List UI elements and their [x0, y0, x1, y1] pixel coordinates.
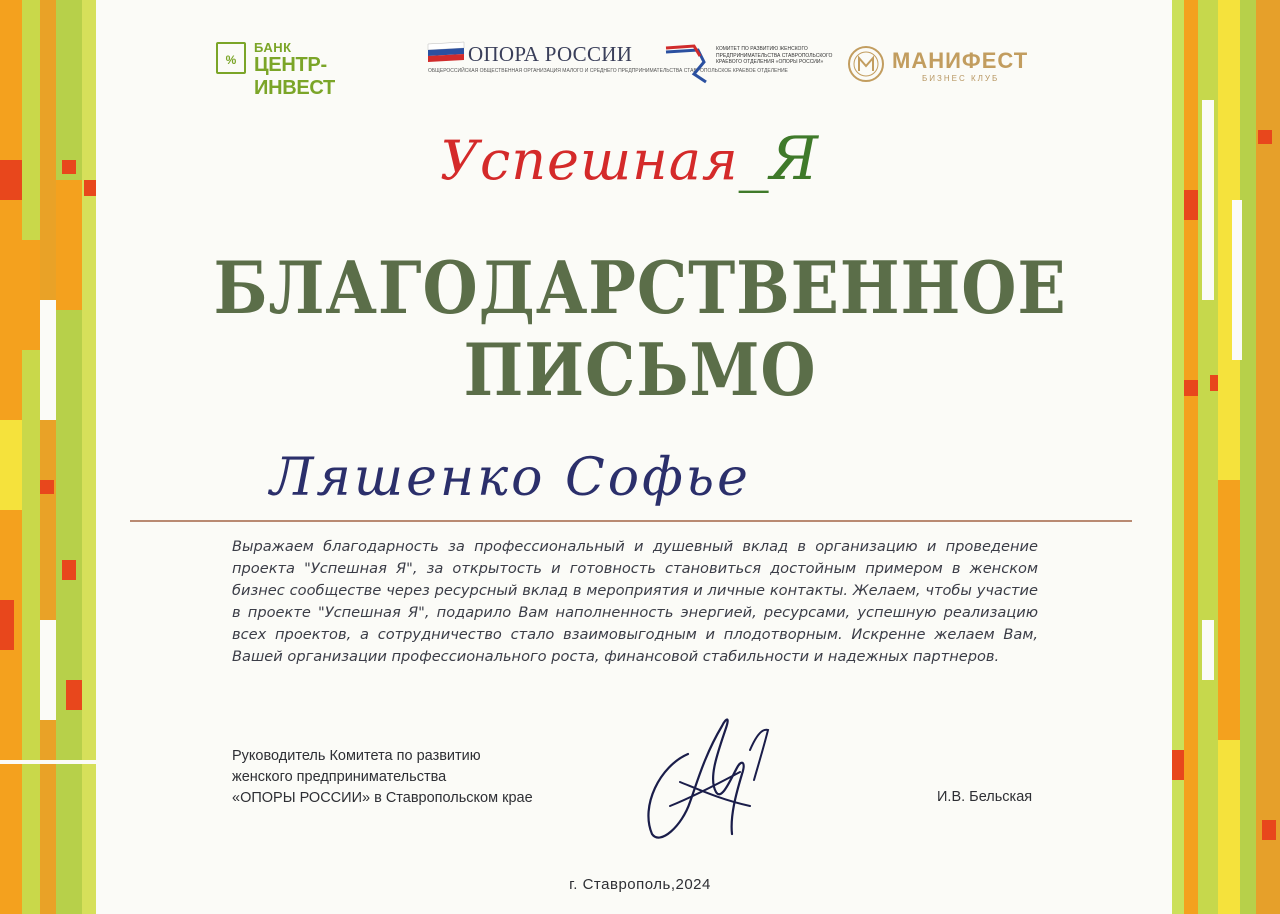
place-and-date: г. Ставрополь,2024 — [569, 876, 711, 893]
bank-center-invest-logo — [216, 36, 406, 99]
recipient-name: Ляшенко Софье — [270, 448, 751, 508]
signatory-name: И.В. Бельская — [937, 789, 1033, 805]
opora-flag-icon — [428, 42, 464, 62]
opora-logo-name: ОПОРА РОССИИ — [468, 42, 633, 66]
bank-logo-line2: ЦЕНТР-ИНВЕСТ — [254, 54, 335, 99]
headline-separator: _ — [738, 124, 770, 194]
headline-main-text: Успешная — [440, 129, 739, 192]
manifest-logo — [846, 36, 1036, 88]
signatory-position-line2: женского предпринимательства — [232, 769, 447, 785]
left-decorative-stripes — [0, 0, 96, 914]
manifest-logo-name: МАНИФЕСТ — [892, 48, 1029, 73]
opora-logo-subtitle: ОБЩЕРОССИЙСКАЯ ОБЩЕСТВЕННАЯ ОРГАНИЗАЦИЯ МАЛОГО И СРЕДНЕГО ПРЕДПРИНИМАТЕЛЬСТВА СТАВРОПОЛЬСКОЕ КРАЕВОЕ ОТДЕЛЕНИЕ — [428, 68, 788, 74]
document-title-line1: БЛАГОДАРСТВЕННОЕ — [213, 245, 1067, 330]
manifest-emblem-icon — [846, 44, 886, 84]
project-headline — [440, 124, 860, 234]
signatory-position — [232, 746, 592, 809]
partner-logos — [0, 36, 1280, 99]
signatory-position-line3: «ОПОРЫ РОССИИ» в Ставропольском крае — [232, 790, 533, 806]
handwritten-signature — [630, 706, 780, 846]
bank-logo-line1: БАНК — [254, 40, 292, 55]
recipient-underline — [130, 520, 1132, 522]
right-decorative-stripes — [1172, 0, 1280, 914]
manifest-logo-subtitle: БИЗНЕС КЛУБ — [922, 74, 1000, 83]
bank-mark-icon: % — [216, 42, 246, 74]
committee-logo-text: КОМИТЕТ ПО РАЗВИТИЮ ЖЕНСКОГО ПРЕДПРИНИМАТЕЛЬСТВА СТАВРОПОЛЬСКОГО КРАЕВОГО ОТДЕЛЕНИЯ «ОПОРЫ РОССИИ» — [716, 46, 833, 65]
headline-accent-letter: Я — [769, 124, 820, 194]
document-title-line2: ПИСЬМО — [463, 327, 817, 412]
signatory-position-line1: Руководитель Комитета по развитию — [232, 748, 481, 764]
committee-logo — [664, 36, 834, 88]
letter-body: Выражаем благодарность за профессиональный и душевный вклад в организацию и проведение проекта "Успешная Я", за открытость и готовность становиться достойным примером в женском бизнес сообществе через ресурсный вклад в мероприятия и личные контакты. Желаем, чтобы участие в проекте "Успешная Я", подарило Вам наполненность энергией, ресурсами, успешную реализацию всех проектов, а сотрудничество стало взаимовыгодным и плодотворным. Искренне желаем Вам, Вашей организации профессионального роста, финансовой стабильности и надежных партнеров. — [232, 538, 1038, 665]
committee-mark-icon — [664, 44, 710, 84]
